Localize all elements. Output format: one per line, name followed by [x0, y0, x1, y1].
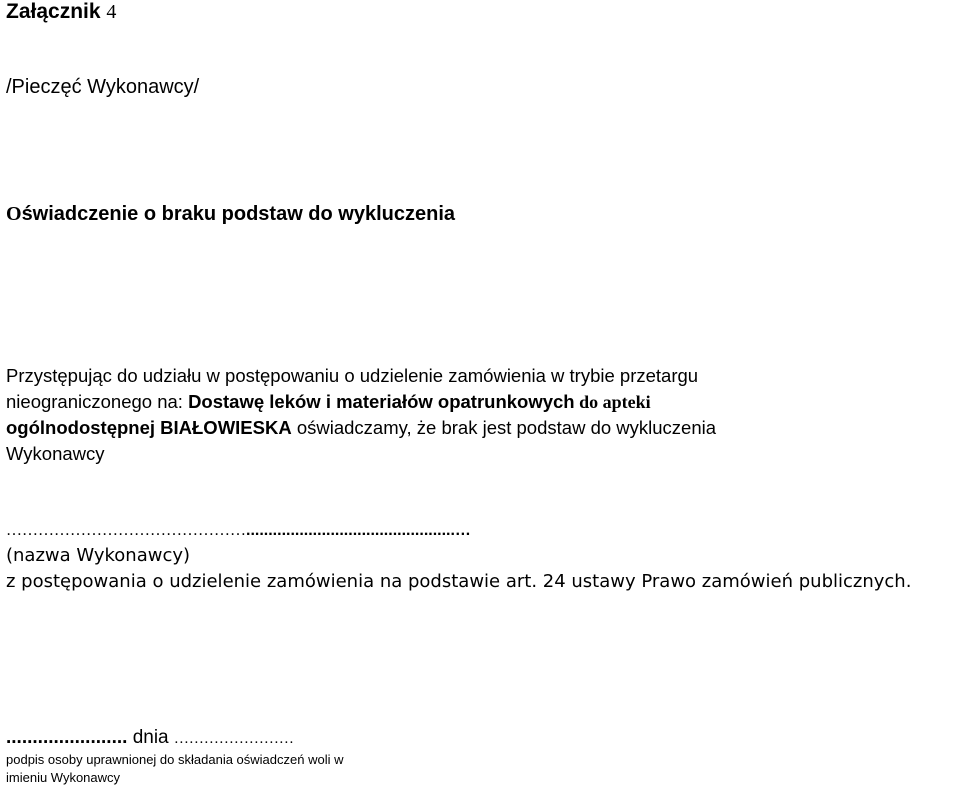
date-line: [6, 727, 294, 749]
paragraph-line-3-plain: oświadczamy, że brak jest podstaw do wykluczenia: [291, 417, 717, 438]
pharmacy-name: ogólnodostępnej BIAŁOWIESKA: [6, 417, 292, 438]
date-dots: ……………………: [173, 731, 294, 747]
annex-title: [6, 0, 116, 24]
contractor-name-dots-heavy: ...............................................…: [246, 522, 471, 539]
contractor-stamp-placeholder: /Pieczęć Wykonawcy/: [6, 76, 200, 98]
place-dots: .......................: [6, 727, 128, 748]
date-label: dnia: [127, 727, 174, 748]
signature-caption-line-1: podpis osoby uprawnionej do składania oświadczeń woli w: [6, 752, 344, 767]
paragraph-line-1: Przystępując do udziału w postępowaniu o udzielenie zamówienia w trybie przetargu: [6, 365, 699, 386]
contractor-name-label: (nazwa Wykonawcy): [6, 545, 191, 566]
declaration-title-initial: O: [6, 203, 22, 225]
signature-caption-line-2: imieniu Wykonawcy: [6, 770, 121, 785]
declaration-title-rest: świadczenie o braku podstaw do wykluczenia: [21, 203, 456, 225]
tender-subject-suffix: do apteki: [574, 392, 651, 412]
legal-basis-text: z postępowania o udzielenie zamówienia na podstawie art. 24 ustawy Prawo zamówień publicznych.: [6, 571, 912, 592]
contractor-name-blank: [6, 522, 471, 540]
annex-label: Załącznik: [6, 0, 101, 23]
paragraph-line-2-plain: nieograniczonego na:: [6, 391, 189, 412]
contractor-name-dots-light: ………………………………………: [6, 522, 246, 539]
annex-number: 4: [106, 1, 117, 23]
paragraph-line-2: [6, 389, 651, 415]
tender-subject: Dostawę leków i materiałów opatrunkowych: [188, 391, 575, 412]
declaration-title: [6, 203, 455, 226]
paragraph-line-4: Wykonawcy: [6, 443, 105, 464]
paragraph-line-3: [6, 415, 716, 441]
